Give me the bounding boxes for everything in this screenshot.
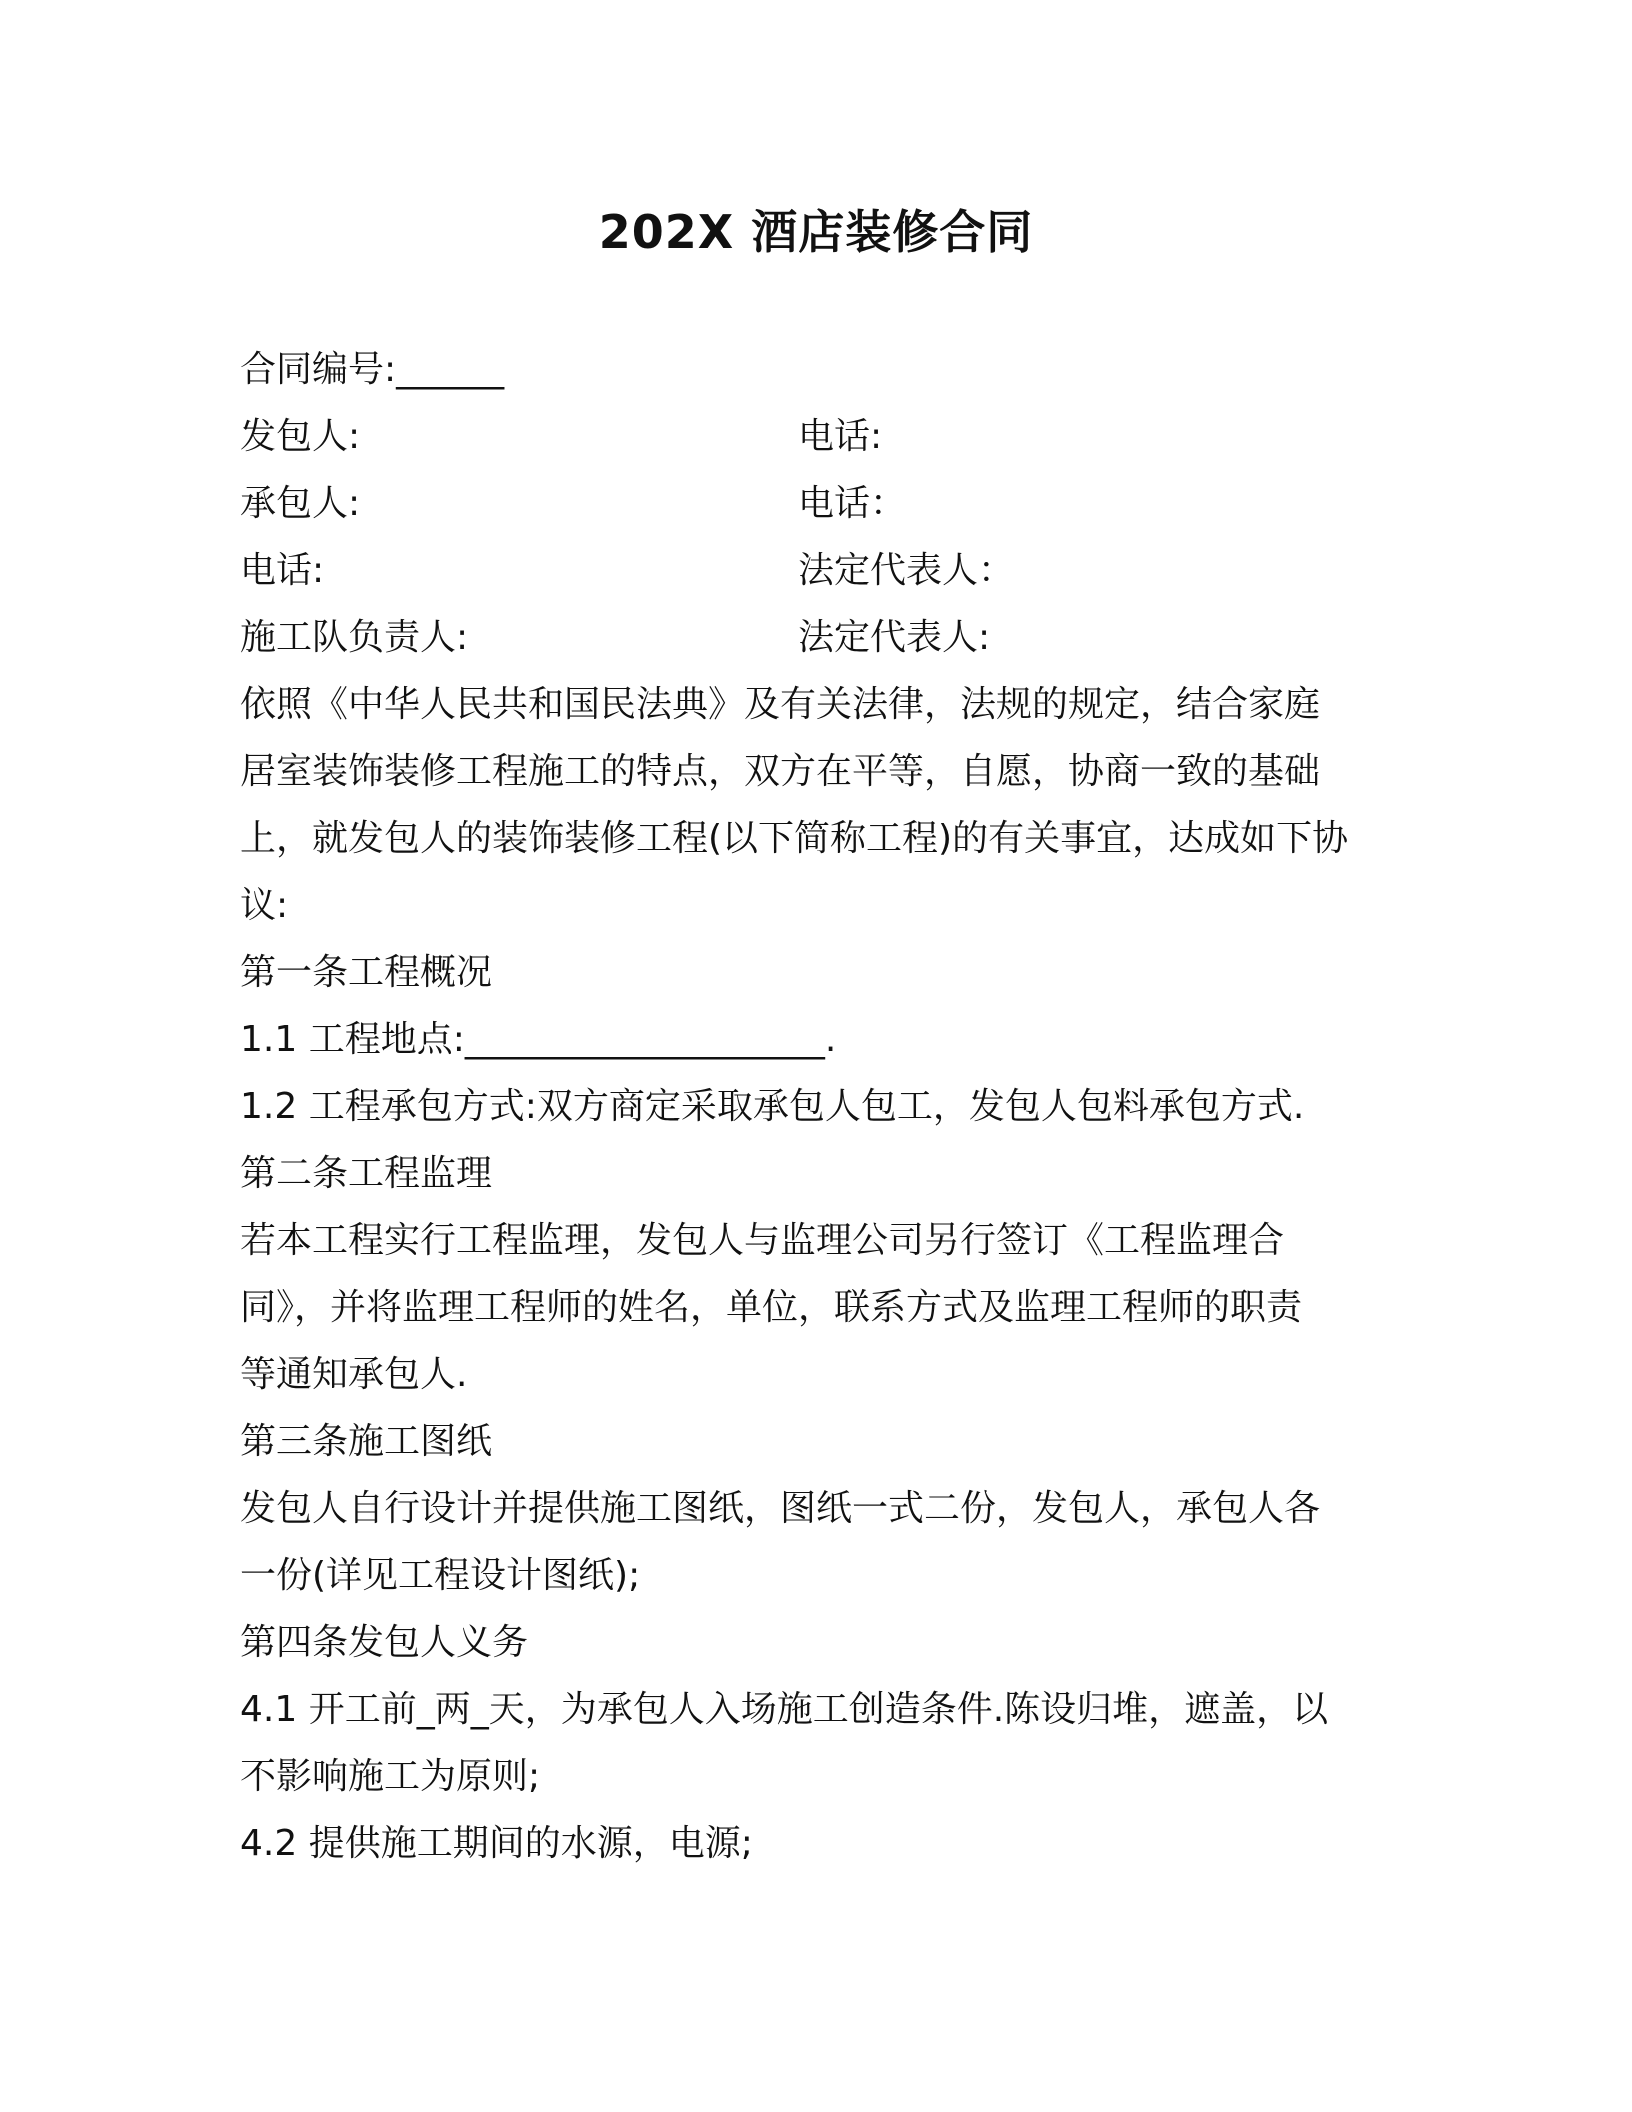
article-4-line: 4.1 开工前_两_天，为承包人入场施工创造条件.陈设归堆，遮盖，以 xyxy=(240,1689,1329,1730)
party-label: 发包人: xyxy=(240,416,361,457)
article-3-heading: 第三条施工图纸 xyxy=(240,1421,493,1462)
article-1-item: 1.2 工程承包方式:双方商定采取承包人包工，发包人包料承包方式. xyxy=(240,1086,1305,1127)
party-label: 承包人: xyxy=(240,483,361,524)
intro-line: 议: xyxy=(240,885,289,926)
article-2-line: 等通知承包人. xyxy=(240,1354,468,1395)
party-row xyxy=(240,470,1400,537)
document-title: 202X 酒店装修合同 xyxy=(598,205,1034,259)
party-row xyxy=(240,604,1400,671)
contract-number: 合同编号:______ xyxy=(240,349,505,390)
party-contact-label: 电话: xyxy=(798,416,883,457)
document-body xyxy=(240,336,1400,1877)
article-3-line: 一份(详见工程设计图纸); xyxy=(240,1555,641,1596)
intro-line: 上，就发包人的装饰装修工程(以下简称工程)的有关事宜，达成如下协 xyxy=(240,818,1349,859)
party-contact-label: 法定代表人： xyxy=(798,550,1015,591)
party-contact-label: 法定代表人: xyxy=(798,617,991,658)
article-2-heading: 第二条工程监理 xyxy=(240,1153,493,1194)
article-4-line: 不影响施工为原则; xyxy=(240,1756,541,1797)
party-label: 施工队负责人: xyxy=(240,617,469,658)
article-1-heading: 第一条工程概况 xyxy=(240,952,493,993)
article-4-heading: 第四条发包人义务 xyxy=(240,1622,529,1663)
party-label: 电话: xyxy=(240,550,325,591)
party-row xyxy=(240,537,1400,604)
party-contact-label: 电话： xyxy=(798,483,907,524)
party-row xyxy=(240,403,1400,470)
article-2-line: 若本工程实行工程监理，发包人与监理公司另行签订《工程监理合 xyxy=(240,1220,1285,1261)
article-4-line: 4.2 提供施工期间的水源，电源; xyxy=(240,1823,753,1864)
article-2-line: 同》，并将监理工程师的姓名，单位，联系方式及监理工程师的职责 xyxy=(240,1287,1303,1328)
intro-line: 居室装饰装修工程施工的特点，双方在平等，自愿，协商一致的基础 xyxy=(240,751,1321,792)
intro-line: 依照《中华人民共和国民法典》及有关法律，法规的规定，结合家庭 xyxy=(240,684,1321,725)
article-1-item: 1.1 工程地点:____________________. xyxy=(240,1019,837,1060)
article-3-line: 发包人自行设计并提供施工图纸，图纸一式二份，发包人，承包人各 xyxy=(240,1488,1321,1529)
